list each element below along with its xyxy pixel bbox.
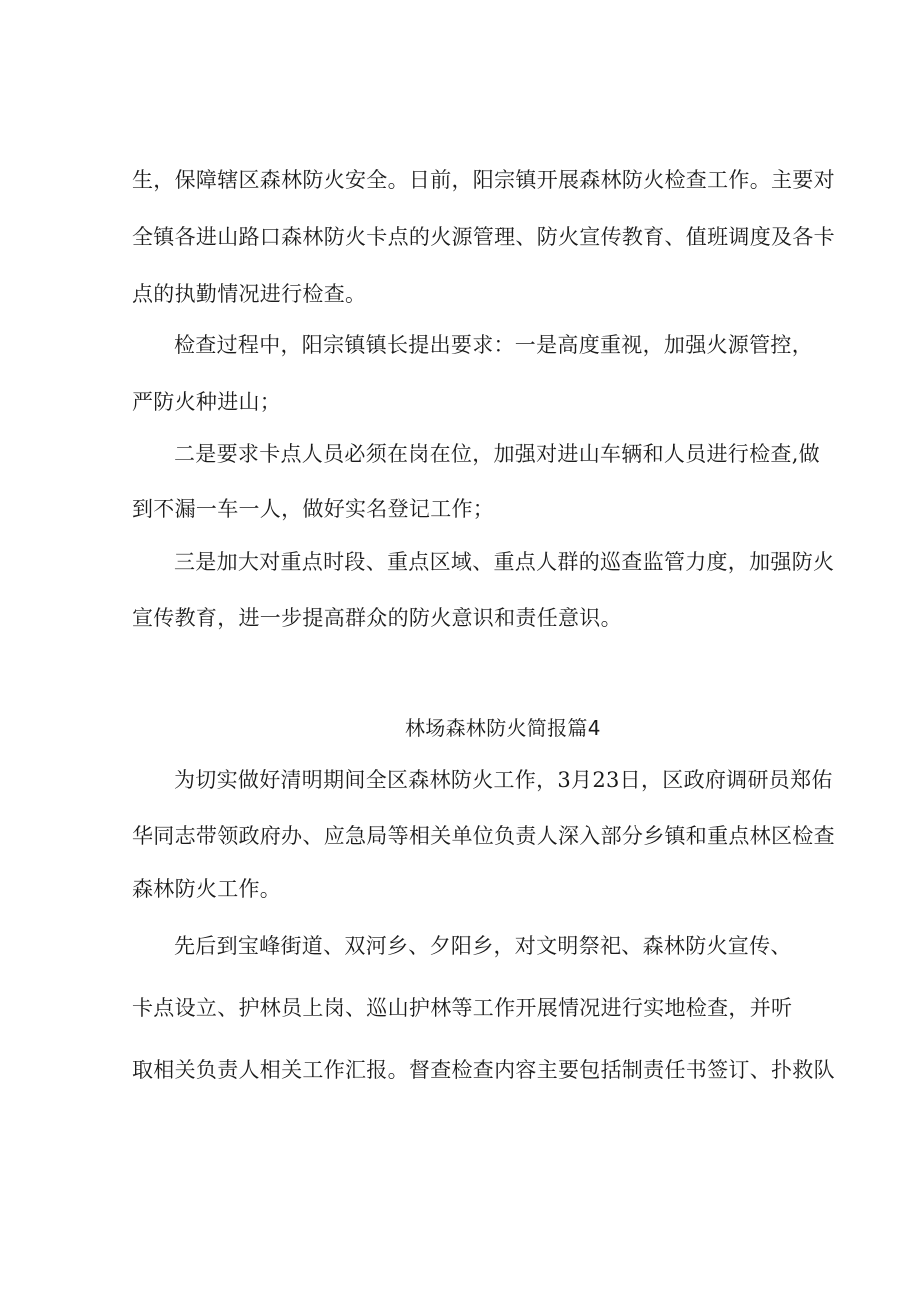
paragraph-line: 先后到宝峰街道、双河乡、夕阳乡，对文明祭祀、森林防火宣传、 (174, 934, 792, 958)
paragraph-line: 点的执勤情况进行检查。 (132, 282, 367, 306)
paragraph-line: 为切实做好清明期间全区森林防火工作，3月23日，区政府调研员郑佑 (174, 768, 833, 792)
paragraph-line: 严防火种进山； (132, 390, 282, 414)
section-heading: 林场森林防火简报篇4 (405, 716, 601, 740)
paragraph-line: 到不漏一车一人，做好实名登记工作； (132, 497, 495, 521)
paragraph-line: 华同志带领政府办、应急局等相关单位负责人深入部分乡镇和重点林区检查 (132, 824, 835, 848)
paragraph-line: 生，保障辖区森林防火安全。日前，阳宗镇开展森林防火检查工作。主要对 (132, 168, 835, 192)
paragraph-line: 宣传教育，进一步提高群众的防火意识和责任意识。 (132, 606, 622, 630)
paragraph-line: 检查过程中，阳宗镇镇长提出要求：一是高度重视，加强火源管控， (174, 333, 813, 357)
paragraph-line: 取相关负责人相关工作汇报。督查检查内容主要包括制责任书签订、扑救队 (132, 1058, 835, 1082)
paragraph-line: 卡点设立、护林员上岗、巡山护林等工作开展情况进行实地检查，并听 (132, 996, 793, 1020)
paragraph-line: 全镇各进山路口森林防火卡点的火源管理、防火宣传教育、值班调度及各卡 (132, 225, 835, 249)
paragraph-line: 三是加大对重点时段、重点区域、重点人群的巡查监管力度，加强防火 (174, 550, 835, 574)
paragraph-line: 二是要求卡点人员必须在岗在位，加强对进山车辆和人员进行检查,做 (174, 442, 820, 466)
paragraph-line: 森林防火工作。 (132, 877, 282, 901)
